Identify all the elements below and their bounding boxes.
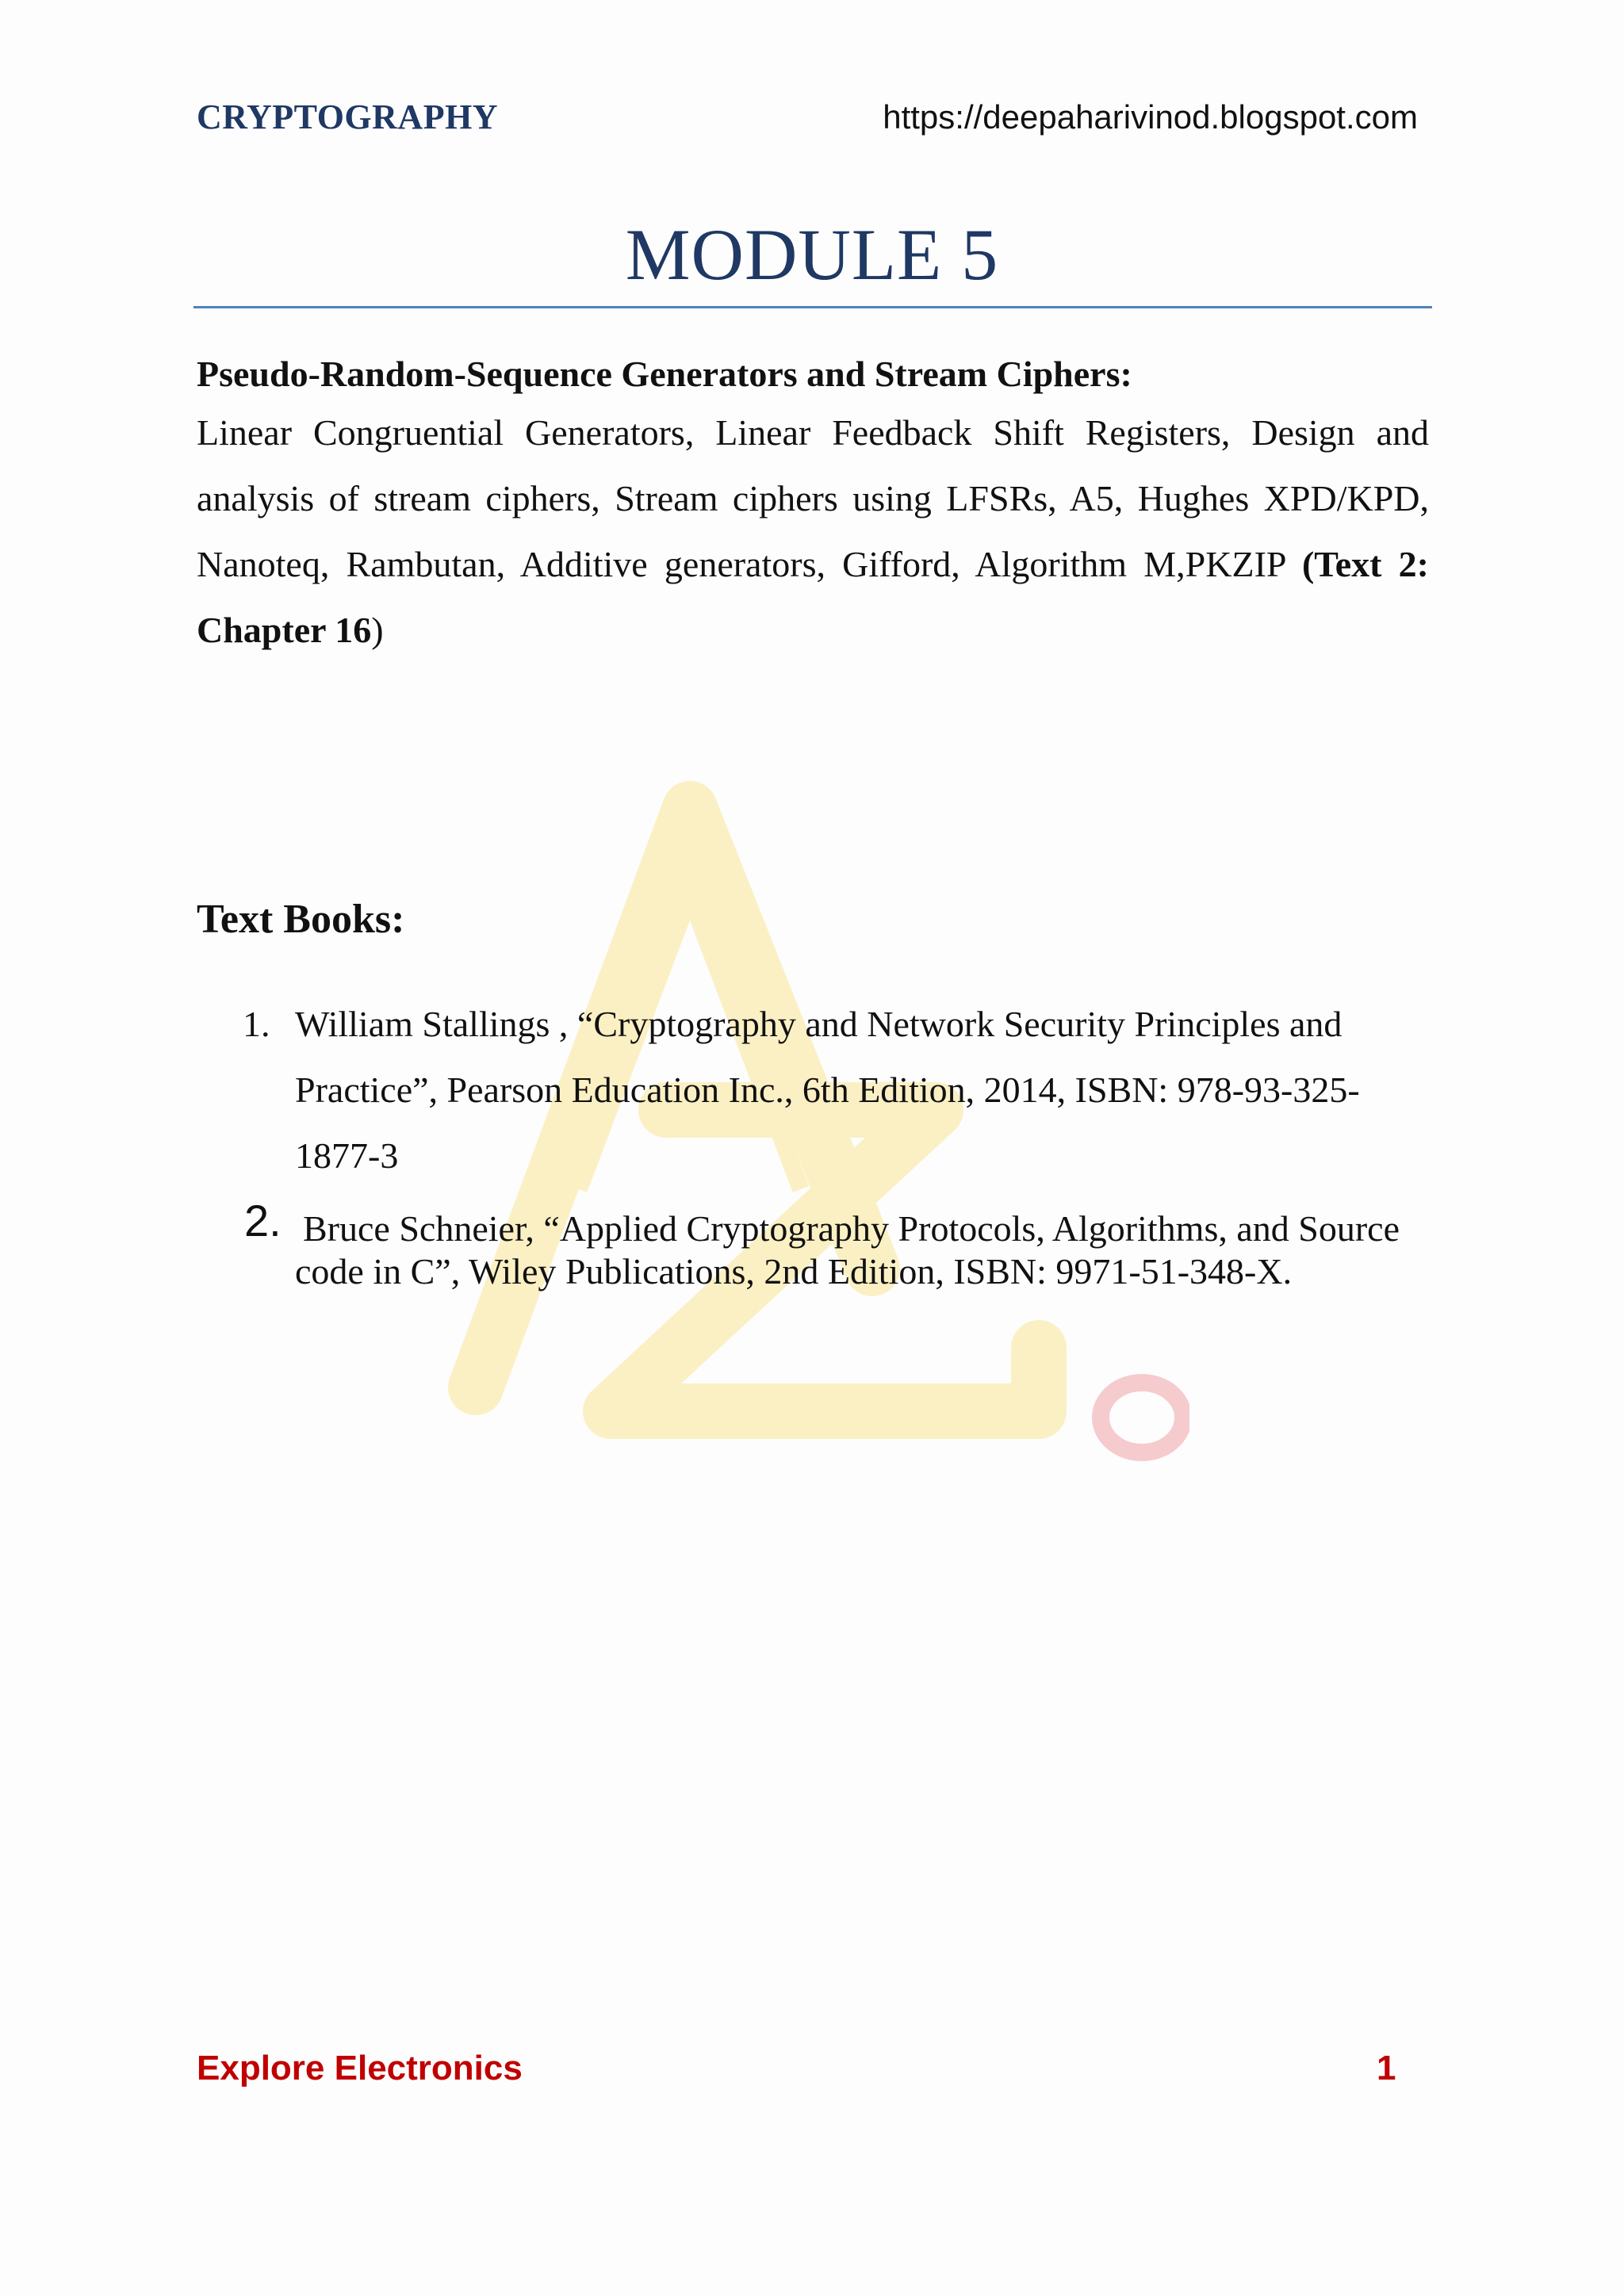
syllabus-reference-close: ) bbox=[371, 610, 384, 650]
list-item-text: William Stallings , “Cryptography and Network Security Principles and Practice”, Pearson Education Inc., 6th Edition, 2014, ISBN: 978-93-325-1877-3 bbox=[295, 1004, 1360, 1176]
syllabus-heading: Pseudo-Random-Sequence Generators and Stream Ciphers: bbox=[197, 354, 1132, 394]
list-item-text: Bruce Schneier, “Applied Cryptography Protocols, Algorithms, and Source code in C”, Wiley Publications, 2nd Edition, ISBN: 9971-51-348-X. bbox=[295, 1208, 1400, 1292]
title-divider bbox=[193, 306, 1432, 308]
list-item-number: 2. bbox=[244, 1196, 282, 1246]
textbook-list bbox=[197, 1005, 1434, 1293]
textbooks-heading: Text Books: bbox=[197, 897, 405, 942]
page-number: 1 bbox=[1377, 2049, 1396, 2087]
list-item-number: 1. bbox=[243, 1004, 270, 1044]
syllabus-section bbox=[197, 349, 1429, 663]
header-url[interactable]: https://deepaharivinod.blogspot.com bbox=[883, 98, 1418, 136]
list-item bbox=[197, 991, 1434, 1188]
footer-label: Explore Electronics bbox=[197, 2049, 523, 2087]
syllabus-topics: Linear Congruential Generators, Linear Feedback Shift Registers, Design and analysis of stream ciphers, Stream ciphers using LFSRs, A5, Hughes XPD/KPD, Nanoteq, Rambutan, Additive generators, Gifford, Algorithm M,PKZIP bbox=[197, 412, 1429, 584]
syllabus-reference: (Text 2: Chapter 16 bbox=[197, 544, 1429, 650]
header-subject: CRYPTOGRAPHY bbox=[197, 98, 499, 136]
page-title: MODULE 5 bbox=[625, 214, 999, 295]
syllabus-body bbox=[197, 400, 1429, 663]
list-item bbox=[197, 1196, 1434, 1293]
